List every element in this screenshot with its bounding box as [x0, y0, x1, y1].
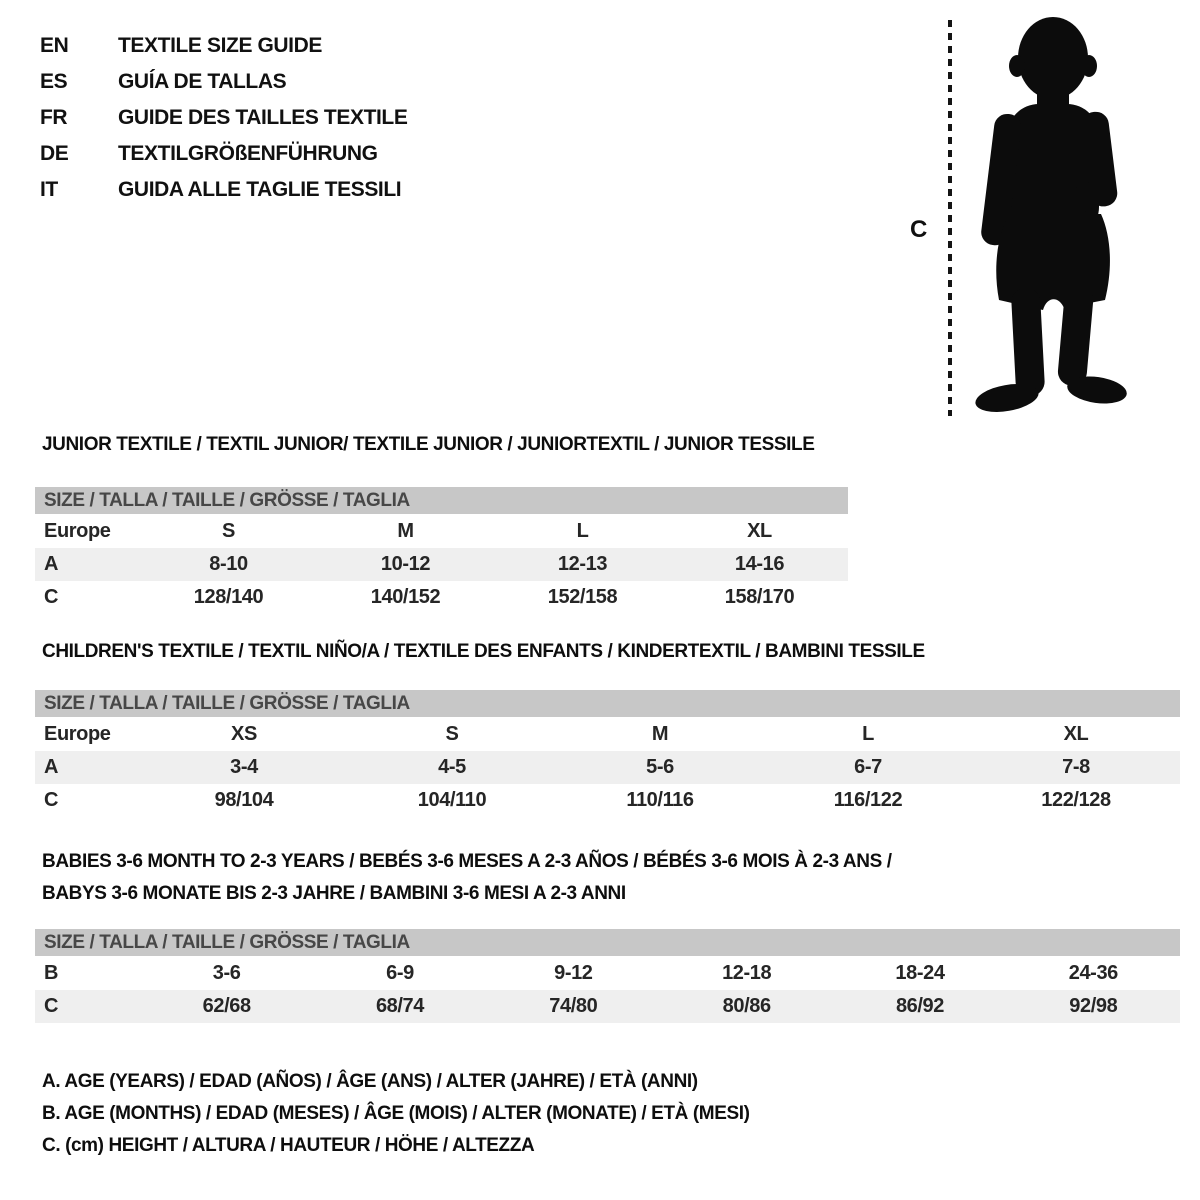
column-header-cell: L: [862, 723, 874, 745]
size-cell: 5-6: [646, 756, 674, 778]
size-cell: 8-10: [209, 553, 248, 575]
guide-title-fr: GUIDE DES TAILLES TEXTILE: [118, 106, 408, 129]
babies-section-title-line1: BABIES 3-6 MONTH TO 2-3 YEARS / BEBÉS 3-6 MESES A 2-3 AÑOS / BÉBÉS 3-6 MOIS À 2-3 ANS /: [42, 851, 892, 872]
size-cell: 152/158: [547, 586, 618, 608]
column-header-cell: S: [222, 520, 235, 542]
row-label: C: [44, 586, 59, 608]
size-cell: 10-12: [380, 553, 431, 575]
guide-title-it: GUIDA ALLE TAGLIE TESSILI: [118, 178, 402, 201]
size-cell: 128/140: [193, 586, 264, 608]
size-cell: 62/68: [202, 995, 251, 1017]
row-label: B: [44, 962, 59, 984]
size-cell: 14-16: [734, 553, 785, 575]
measurement-legend: [42, 1071, 750, 1167]
babies-section-title-line2: BABYS 3-6 MONATE BIS 2-3 JAHRE / BAMBINI 3-6 MESI A 2-3 ANNI: [42, 883, 626, 904]
legend-age-months: B. AGE (MONTHS) / EDAD (MESES) / ÂGE (MOIS) / ALTER (MONATE) / ETÀ (MESI): [42, 1103, 750, 1124]
size-cell: 6-7: [854, 756, 882, 778]
junior-column-header-row: [35, 515, 848, 548]
size-cell: 74/80: [549, 995, 598, 1017]
size-cell: 12-18: [722, 962, 772, 984]
children-size-header-bar: SIZE / TALLA / TAILLE / GRÖSSE / TAGLIA: [35, 690, 1180, 717]
size-cell: 140/152: [370, 586, 441, 608]
size-cell: 6-9: [386, 962, 414, 984]
babies-row-months: [35, 957, 1180, 990]
row-label: C: [44, 995, 59, 1017]
size-cell: 98/104: [214, 789, 274, 811]
junior-row-age: [35, 548, 848, 581]
lang-code: IT: [40, 178, 58, 201]
size-cell: 12-13: [557, 553, 608, 575]
size-cell: 4-5: [438, 756, 466, 778]
column-header-cell: XL: [747, 520, 772, 542]
children-row-age: [35, 751, 1180, 784]
children-size-table: [35, 690, 1180, 817]
size-cell: 116/122: [833, 789, 903, 811]
babies-size-header-bar: SIZE / TALLA / TAILLE / GRÖSSE / TAGLIA: [35, 929, 1180, 956]
guide-title-en: TEXTILE SIZE GUIDE: [118, 34, 322, 57]
size-cell: 92/98: [1069, 995, 1118, 1017]
size-cell: 68/74: [375, 995, 425, 1017]
lang-code: DE: [40, 142, 69, 165]
size-cell: 80/86: [722, 995, 771, 1017]
guide-title-de: TEXTILGRÖßENFÜHRUNG: [118, 142, 378, 165]
size-cell: 104/110: [417, 789, 487, 811]
row-label: A: [44, 553, 59, 575]
size-cell: 158/170: [724, 586, 795, 608]
lang-row-de: [40, 136, 407, 172]
column-header-cell: M: [397, 520, 414, 542]
column-header-cell: S: [445, 723, 459, 745]
size-cell: 86/92: [895, 995, 945, 1017]
legend-age-years: A. AGE (YEARS) / EDAD (AÑOS) / ÂGE (ANS) / ALTER (JAHRE) / ETÀ (ANNI): [42, 1071, 698, 1092]
size-cell: 110/116: [626, 789, 694, 811]
lang-code: ES: [40, 70, 68, 93]
row-label: A: [44, 756, 59, 778]
lang-row-es: [40, 64, 407, 100]
babies-size-table: [35, 929, 1180, 1023]
region-label: Europe: [44, 723, 111, 745]
guide-title-es: GUÍA DE TALLAS: [118, 70, 287, 93]
lang-row-fr: [40, 100, 407, 136]
height-measure-dashed-line: [948, 20, 952, 416]
column-header-cell: XL: [1063, 723, 1089, 745]
children-row-height: [35, 784, 1180, 817]
junior-size-table: [35, 487, 848, 614]
size-cell: 3-6: [212, 962, 241, 984]
children-column-header-row: [35, 718, 1180, 751]
junior-section-title: JUNIOR TEXTILE / TEXTIL JUNIOR/ TEXTILE JUNIOR / JUNIORTEXTIL / JUNIOR TESSILE: [42, 434, 815, 455]
size-cell: 7-8: [1062, 756, 1090, 778]
column-header-cell: M: [651, 723, 669, 745]
region-label: Europe: [44, 520, 111, 542]
lang-row-en: [40, 28, 407, 64]
size-cell: 3-4: [230, 756, 258, 778]
column-header-cell: XS: [231, 723, 257, 745]
column-header-cell: L: [576, 520, 589, 542]
size-cell: 24-36: [1068, 962, 1118, 984]
junior-row-height: [35, 581, 848, 614]
size-cell: 9-12: [554, 962, 593, 984]
children-section-title: CHILDREN'S TEXTILE / TEXTIL NIÑO/A / TEXTILE DES ENFANTS / KINDERTEXTIL / BAMBINI TESSILE: [42, 641, 925, 662]
lang-row-it: [40, 172, 407, 208]
language-title-block: [40, 28, 407, 208]
legend-height-cm: C. (cm) HEIGHT / ALTURA / HAUTEUR / HÖHE / ALTEZZA: [42, 1135, 535, 1156]
babies-row-height: [35, 990, 1180, 1023]
toddler-silhouette: [963, 16, 1141, 420]
height-measure-label: C: [910, 216, 928, 243]
lang-code: FR: [40, 106, 68, 129]
junior-size-header-bar: SIZE / TALLA / TAILLE / GRÖSSE / TAGLIA: [35, 487, 848, 514]
size-cell: 18-24: [895, 962, 945, 984]
lang-code: EN: [40, 34, 69, 57]
row-label: C: [44, 789, 59, 811]
size-cell: 122/128: [1041, 789, 1111, 811]
